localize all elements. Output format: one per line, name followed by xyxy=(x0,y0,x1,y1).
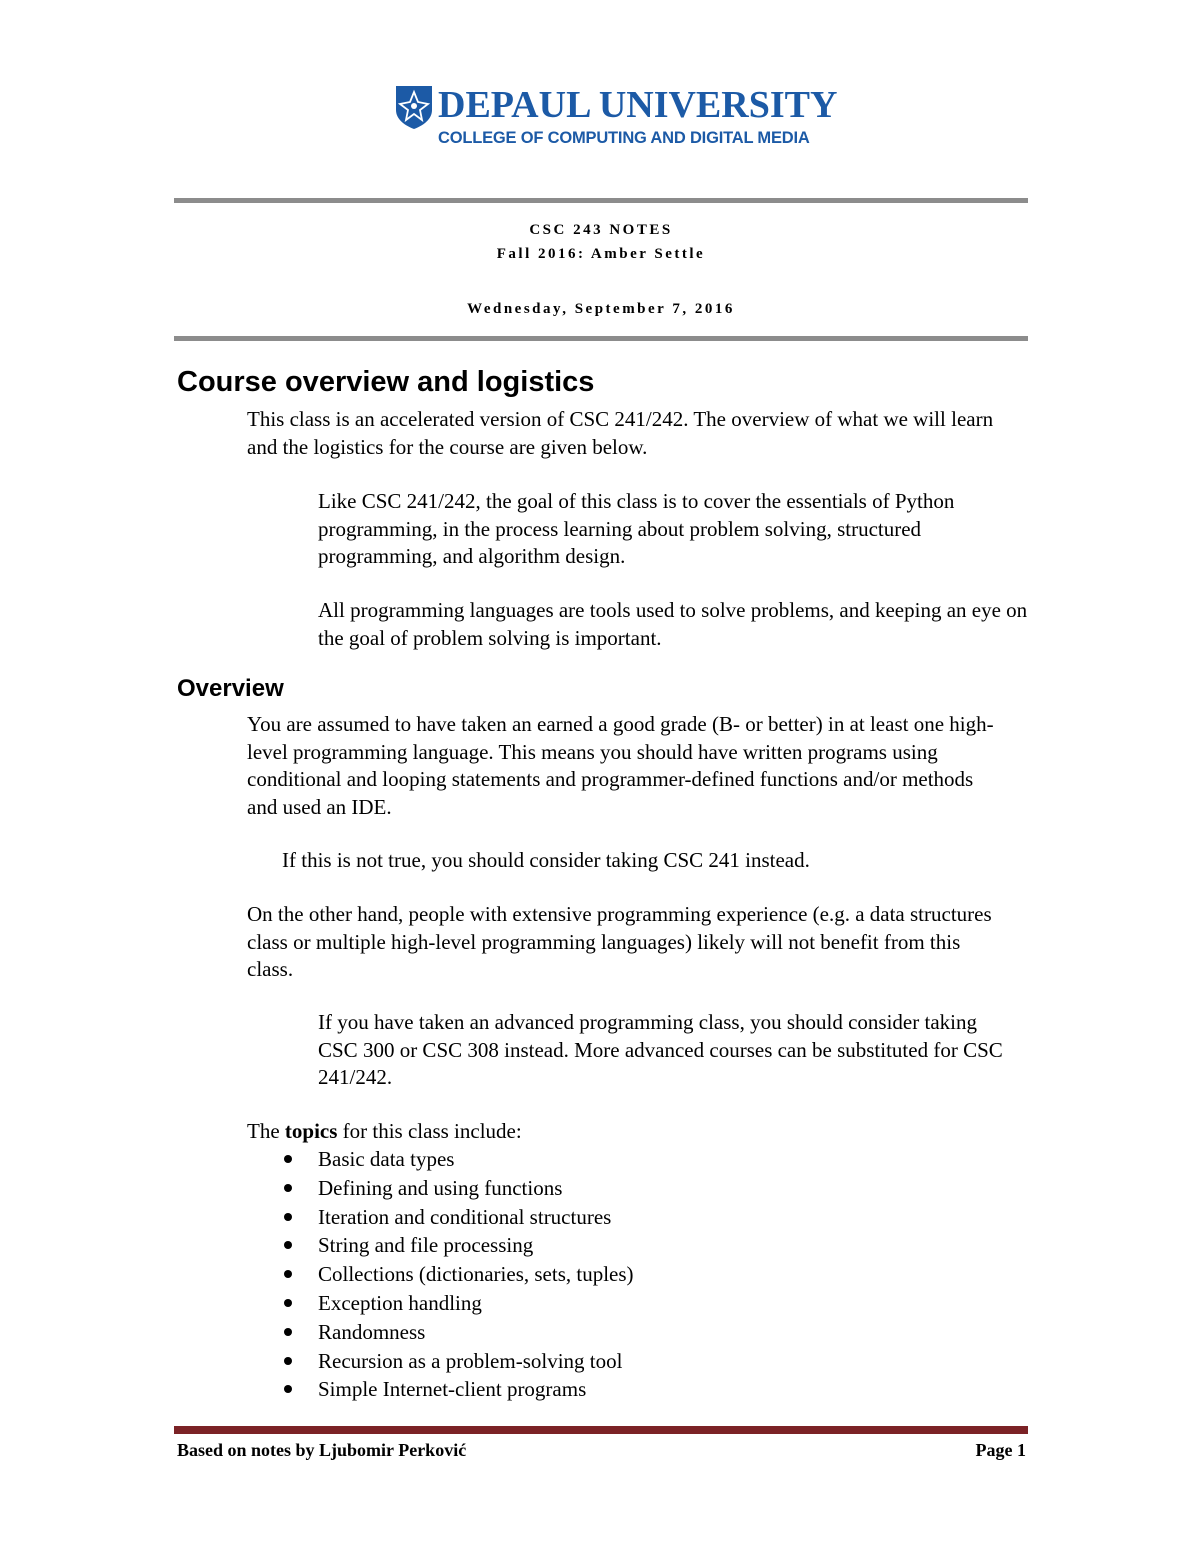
list-item xyxy=(247,1203,634,1232)
list-item xyxy=(247,1289,634,1318)
section-title-overview: Overview xyxy=(177,675,284,702)
paragraph-intro: This class is an accelerated version of CSC 241/242. The overview of what we will learn and the logistics for the course are given below. xyxy=(247,407,994,459)
list-item xyxy=(247,1145,634,1174)
topic-text: Randomness xyxy=(318,1319,426,1344)
topic-text: Exception handling xyxy=(318,1290,482,1315)
topics-intro-after: for this class include: xyxy=(337,1119,522,1143)
header-rule-bottom xyxy=(174,336,1028,341)
topic-text: Defining and using functions xyxy=(318,1175,563,1200)
bullet-icon xyxy=(284,1299,292,1307)
university-logo xyxy=(394,84,838,154)
bullet-icon xyxy=(284,1241,292,1249)
paragraph-advanced-courses: If you have taken an advanced programming class, you should consider taking CSC 300 or CSC 308 instead. More advanced courses can be substituted for CSC 241/242. xyxy=(318,1010,1003,1089)
bullet-icon xyxy=(284,1184,292,1192)
footer-credit: Based on notes by Ljubomir Perković xyxy=(177,1440,467,1460)
paragraph-topics-intro xyxy=(247,1118,1007,1146)
page-number: Page 1 xyxy=(975,1440,1026,1460)
footer-rule xyxy=(174,1426,1028,1434)
header-course: CSC 243 NOTES xyxy=(529,222,673,238)
header-date: Wednesday, September 7, 2016 xyxy=(467,301,735,317)
list-item xyxy=(247,1375,634,1404)
paragraph-csc241-note: If this is not true, you should consider taking CSC 241 instead. xyxy=(282,848,810,872)
list-item xyxy=(247,1347,634,1376)
header-rule-top xyxy=(174,198,1028,203)
bullet-icon xyxy=(284,1213,292,1221)
topic-text: Recursion as a problem-solving tool xyxy=(318,1348,623,1373)
paragraph-prerequisites: You are assumed to have taken an earned a good grade (B- or better) in at least one high-level programming language. This means you should have written programs using conditional and looping statements and programmer-defined functions and/or methods and used an IDE. xyxy=(247,712,994,819)
bullet-icon xyxy=(284,1270,292,1278)
list-item xyxy=(247,1231,634,1260)
bullet-icon xyxy=(284,1155,292,1163)
header-term: Fall 2016: Amber Settle xyxy=(496,246,706,262)
topic-text: Collections (dictionaries, sets, tuples) xyxy=(318,1262,634,1287)
topics-intro-bold: topics xyxy=(284,1119,338,1143)
topics-intro-before: The xyxy=(247,1119,285,1143)
bullet-icon xyxy=(284,1385,292,1393)
list-item xyxy=(247,1260,634,1289)
topic-text: Basic data types xyxy=(318,1147,455,1171)
topics-list xyxy=(247,1145,634,1404)
logo-college-name: COLLEGE OF COMPUTING AND DIGITAL MEDIA xyxy=(438,129,810,147)
bullet-icon xyxy=(284,1328,292,1336)
topic-text: Simple Internet-client programs xyxy=(318,1377,587,1402)
logo-university-name: DEPAUL UNIVERSITY xyxy=(438,84,838,126)
list-item xyxy=(247,1318,634,1347)
shield-icon xyxy=(394,84,434,130)
section-title-course-overview: Course overview and logistics xyxy=(177,366,595,398)
topic-text: Iteration and conditional structures xyxy=(318,1204,612,1229)
bullet-icon xyxy=(284,1357,292,1365)
list-item xyxy=(247,1174,634,1203)
paragraph-experienced: On the other hand, people with extensive programming experience (e.g. a data structures class or multiple high-level programming languages) likely will not benefit from this class. xyxy=(247,902,992,981)
paragraph-tools: All programming languages are tools used to solve problems, and keeping an eye on the goal of problem solving is important. xyxy=(318,598,1028,650)
topic-text: String and file processing xyxy=(318,1233,534,1258)
paragraph-goal: Like CSC 241/242, the goal of this class is to cover the essentials of Python programming, in the process learning about problem solving, structured programming, and algorithm design. xyxy=(318,489,955,568)
